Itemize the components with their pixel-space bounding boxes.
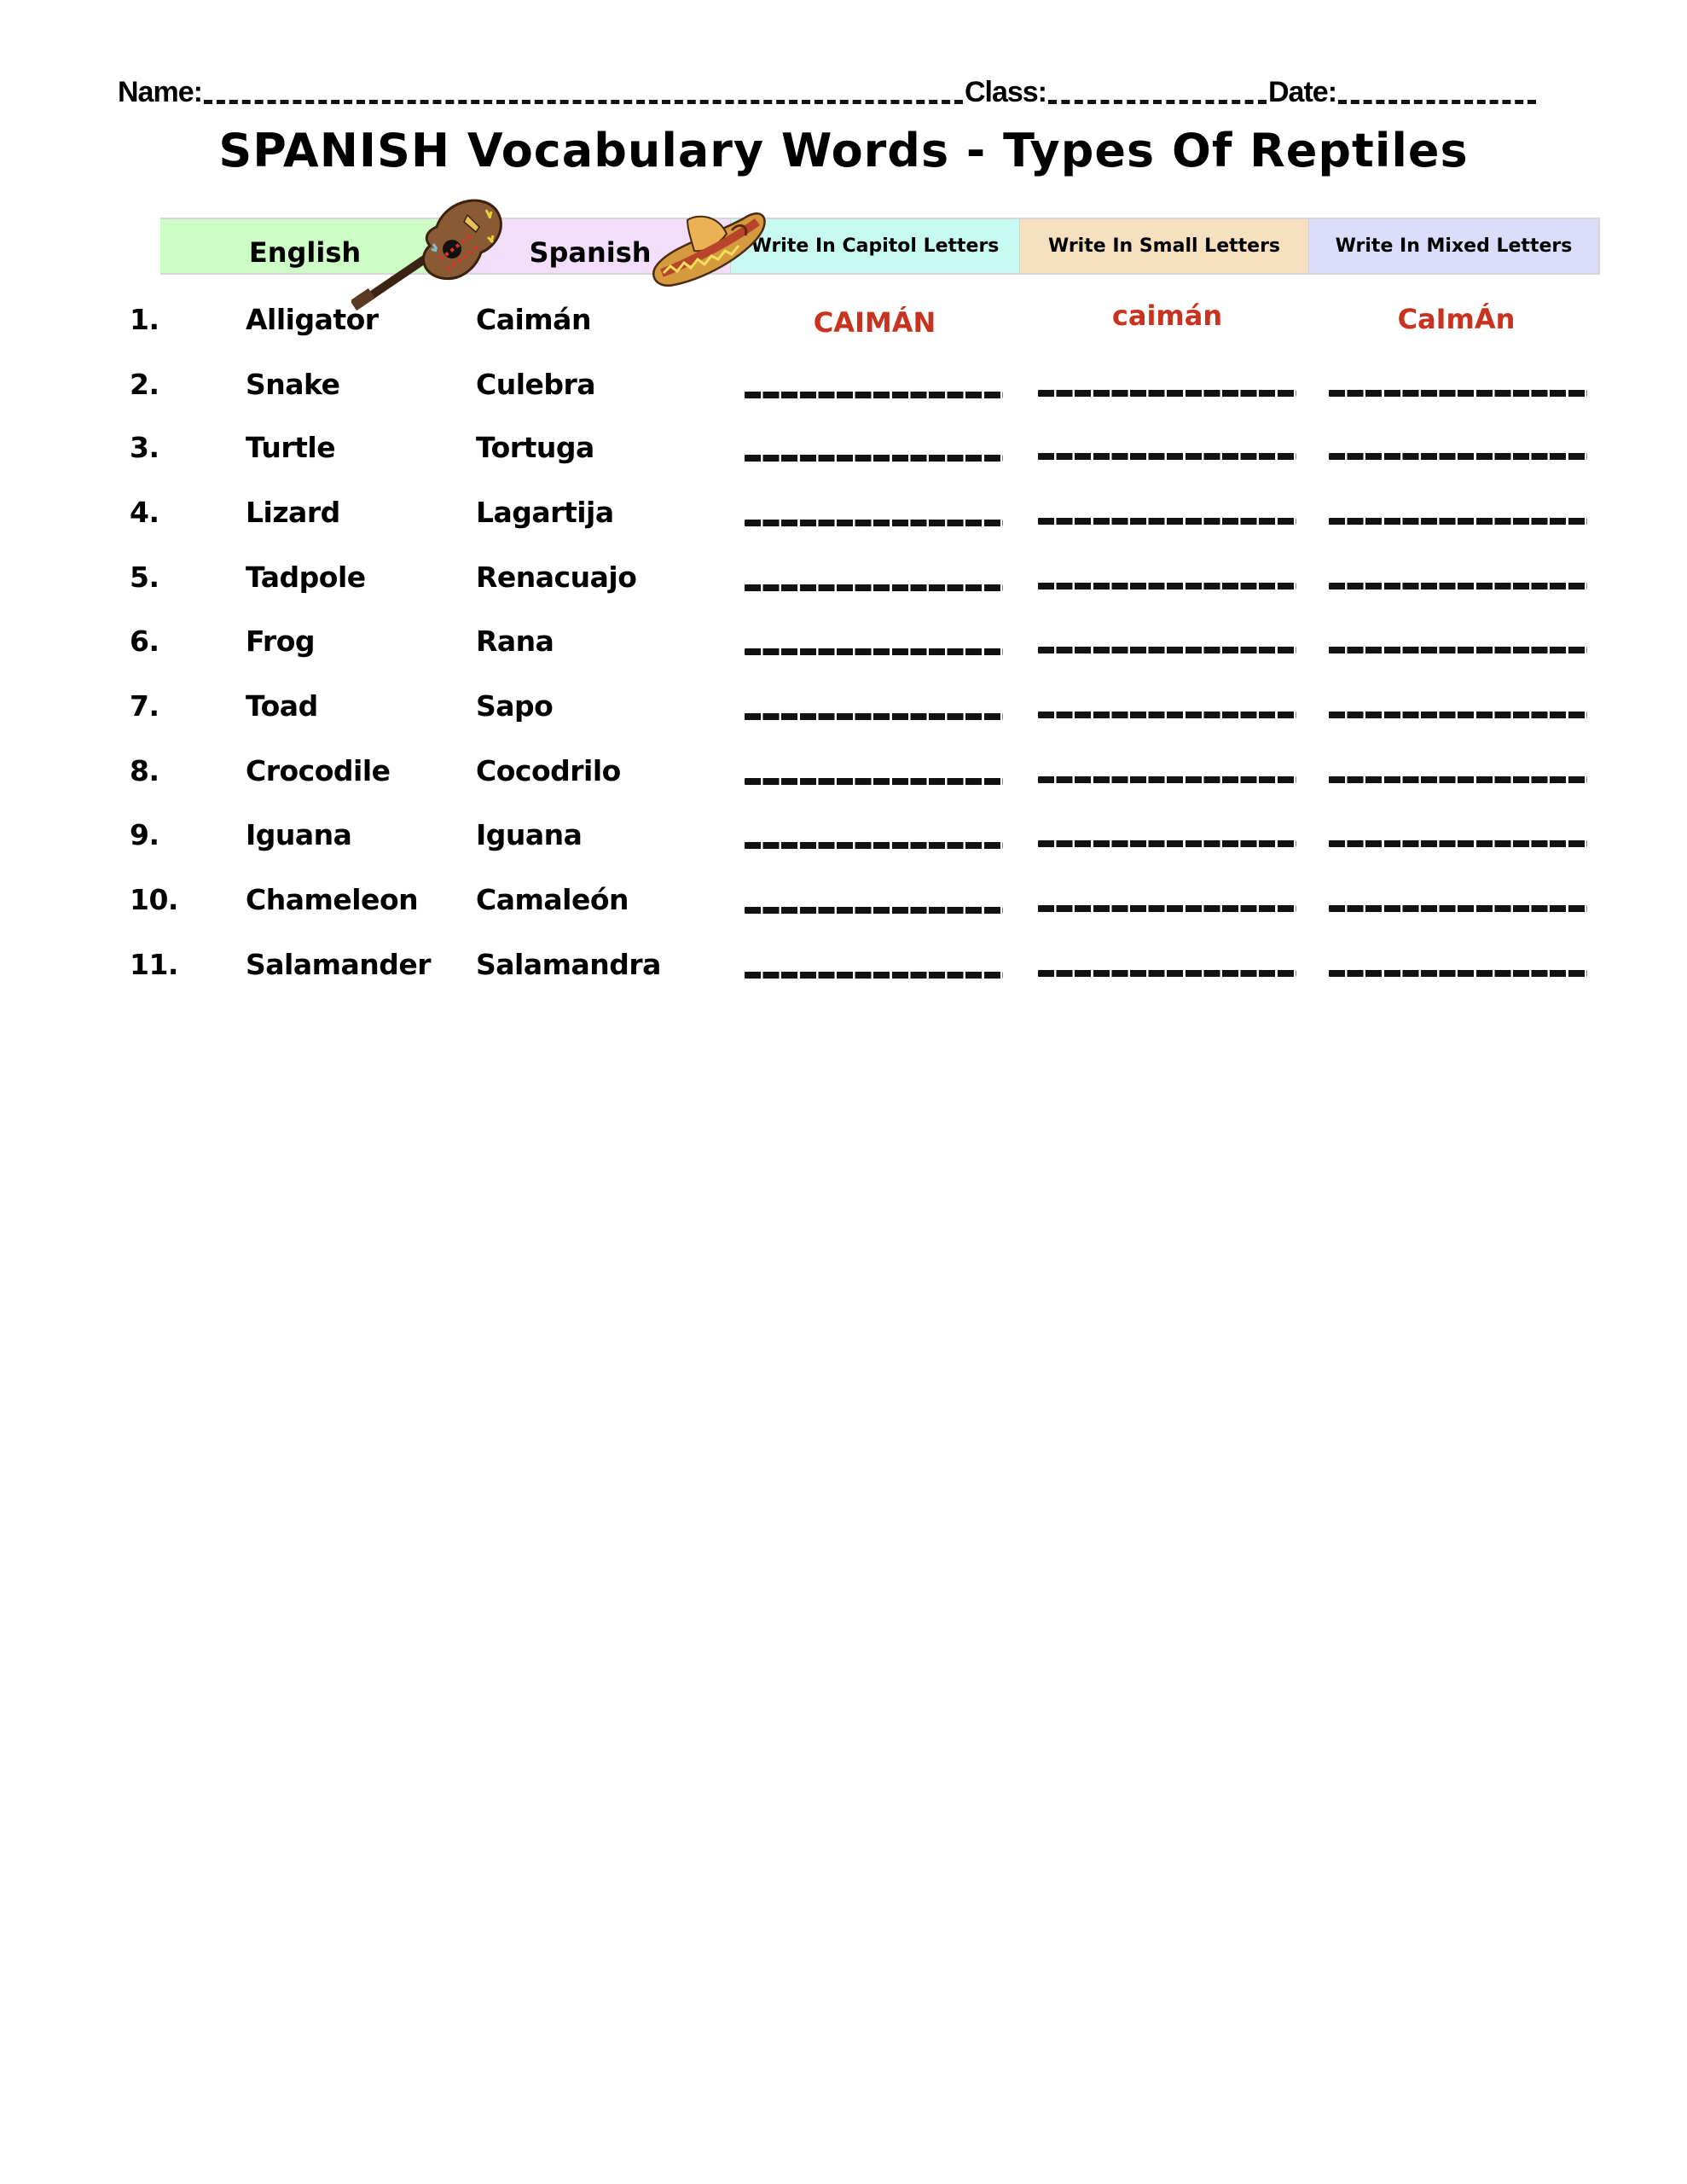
table-row [0,422,1687,487]
capitol-answer-blank[interactable] [745,907,1003,914]
row-number: 10. [130,883,178,916]
english-word: Chameleon [246,883,419,916]
class-field[interactable] [1048,74,1267,104]
english-word: Iguana [246,818,352,851]
table-row [0,939,1687,1004]
table-row [0,487,1687,552]
example-mixed: CaImÁn [1397,303,1516,335]
spanish-word: Culebra [476,368,596,401]
row-number: 3. [130,431,159,464]
english-word: Frog [246,624,315,658]
column-header-small-label: Write In Small Letters [1047,235,1281,257]
table-row [0,552,1687,617]
small-answer-blank[interactable] [1038,518,1296,525]
table-row [0,616,1687,681]
row-number: 4. [130,496,159,529]
small-answer-blank[interactable] [1038,970,1296,977]
english-word: Tadpole [246,561,366,594]
column-header-mixed-label: Write In Mixed Letters [1335,235,1573,257]
column-header-capitol [731,219,1020,273]
capitol-answer-blank[interactable] [745,648,1003,655]
capitol-answer-blank[interactable] [745,972,1003,979]
table-row [0,294,1687,359]
english-word: Salamander [246,948,432,981]
spanish-word: Renacuajo [476,561,637,594]
spanish-word: Lagartija [476,496,614,529]
english-word: Lizard [246,496,340,529]
spanish-word: Tortuga [476,431,594,464]
mixed-answer-blank[interactable] [1329,970,1587,977]
mixed-answer-blank[interactable] [1329,776,1587,783]
row-number: 6. [130,624,159,658]
date-label: Date: [1268,76,1337,108]
small-answer-blank[interactable] [1038,390,1296,397]
example-small: caimán [1111,299,1223,332]
small-answer-blank[interactable] [1038,840,1296,847]
column-header-small [1020,219,1309,273]
small-answer-blank[interactable] [1038,776,1296,783]
row-number: 7. [130,689,159,723]
row-number: 2. [130,368,159,401]
table-row [0,359,1687,424]
english-word: Snake [246,368,340,401]
column-header-spanish-label: Spanish [529,235,652,269]
english-word: Alligator [246,303,379,336]
column-header-english-label: English [248,235,362,269]
mixed-answer-blank[interactable] [1329,453,1587,460]
capitol-answer-blank[interactable] [745,584,1003,591]
spanish-word: Sapo [476,689,554,723]
example-capitol: CAIMÁN [813,306,936,339]
spanish-word: Iguana [476,818,583,851]
name-label: Name: [118,76,202,108]
row-number: 9. [130,818,159,851]
small-answer-blank[interactable] [1038,647,1296,653]
row-number: 8. [130,754,159,787]
small-answer-blank[interactable] [1038,453,1296,460]
row-number: 5. [130,561,159,594]
mixed-answer-blank[interactable] [1329,840,1587,847]
table-row [0,681,1687,746]
capitol-answer-blank[interactable] [745,778,1003,785]
mixed-answer-blank[interactable] [1329,647,1587,653]
sombrero-icon [650,196,769,288]
page-title: SPANISH Vocabulary Words - Types Of Reptiles [218,124,1469,177]
capitol-answer-blank[interactable] [745,842,1003,849]
spanish-word: Salamandra [476,948,661,981]
mixed-answer-blank[interactable] [1329,905,1587,912]
english-word: Crocodile [246,754,391,787]
column-header-mixed [1309,219,1600,273]
column-header-capitol-label: Write In Capitol Letters [751,235,1000,257]
name-field[interactable] [204,74,963,104]
capitol-answer-blank[interactable] [745,520,1003,526]
mixed-answer-blank[interactable] [1329,390,1587,397]
english-word: Turtle [246,431,336,464]
spanish-word: Cocodrilo [476,754,621,787]
student-info-line [118,67,1602,109]
spanish-word: Camaleón [476,883,629,916]
table-row [0,874,1687,939]
mixed-answer-blank[interactable] [1329,583,1587,590]
table-row [0,746,1687,810]
date-field[interactable] [1338,74,1536,104]
spanish-word: Caimán [476,303,591,336]
capitol-answer-blank[interactable] [745,392,1003,398]
capitol-answer-blank[interactable] [745,713,1003,720]
small-answer-blank[interactable] [1038,905,1296,912]
english-word: Toad [246,689,318,723]
small-answer-blank[interactable] [1038,583,1296,590]
class-label: Class: [964,76,1046,108]
capitol-answer-blank[interactable] [745,455,1003,462]
spanish-word: Rana [476,624,554,658]
row-number: 11. [130,948,178,981]
mixed-answer-blank[interactable] [1329,712,1587,718]
row-number: 1. [130,303,159,336]
mixed-answer-blank[interactable] [1329,518,1587,525]
small-answer-blank[interactable] [1038,712,1296,718]
table-row [0,810,1687,874]
